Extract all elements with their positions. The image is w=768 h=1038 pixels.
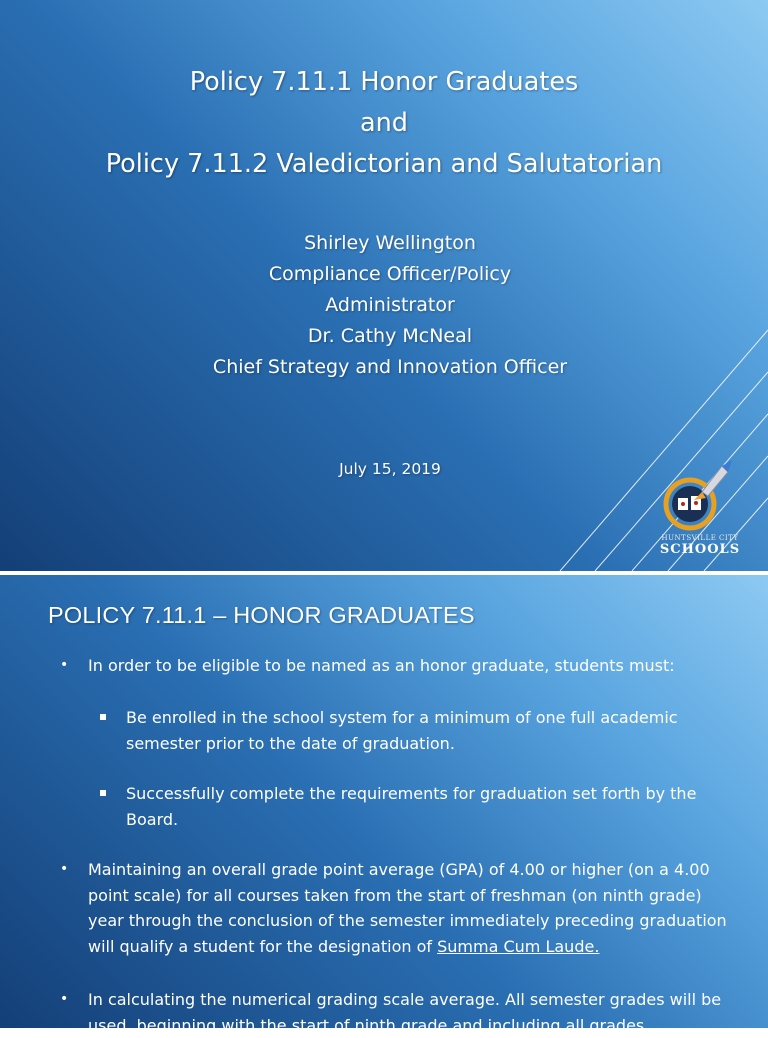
rocket-logo-icon [650, 458, 750, 536]
summa-cum-laude-link[interactable]: Summa Cum Laude. [437, 936, 600, 956]
bullet-text: Maintaining an overall grade point average (GPA) of 4.00 or higher (on a 4.00 point scale) for all courses taken from the start of freshman (on ninth grade) year through the conclusion of the semester immediately preceding graduation will qualify a student for the designation of [88, 860, 727, 956]
logo-bottom-text: SCHOOLS [659, 542, 741, 557]
presenter-line: Dr. Cathy McNeal [307, 325, 473, 347]
presentation-date: July 15, 2019 [339, 460, 441, 478]
presenter-line: Administrator [325, 294, 455, 316]
sub-bullet-mark [100, 714, 106, 720]
logo-top-text: HUNTSVILLE CITY [661, 534, 739, 542]
presenter-line: Shirley Wellington [304, 232, 476, 254]
bullet-dot: • [60, 657, 69, 673]
bullet-dot: • [60, 991, 69, 1007]
presenter-info [0, 228, 768, 383]
bullet-item [88, 857, 728, 959]
presenter-line: Chief Strategy and Innovation Officer [212, 356, 568, 378]
title-line: Policy 7.11.2 Valedictorian and Salutatorian [105, 149, 663, 179]
bullet-item: In order to be eligible to be named as an honor graduate, students must: [88, 656, 675, 675]
slide-heading: POLICY 7.11.1 – HONOR GRADUATES [48, 602, 475, 628]
sub-bullet-mark [100, 790, 106, 796]
title-line: Policy 7.11.1 Honor Graduates [189, 67, 579, 97]
school-logo [650, 458, 750, 563]
presenter-line: Compliance Officer/Policy [268, 263, 512, 285]
sub-bullet-item: Be enrolled in the school system for a minimum of one full academic semester prior to the date of graduation. [126, 708, 678, 753]
bullet-item: In calculating the numerical grading scale average. All semester grades will be used, beginning with the start of ninth grade and including all grades [88, 990, 722, 1035]
slide-title [0, 62, 768, 185]
title-line: and [360, 108, 408, 138]
sub-bullet-item: Successfully complete the requirements for graduation set forth by the Board. [126, 784, 697, 829]
bullet-dot: • [60, 861, 69, 877]
